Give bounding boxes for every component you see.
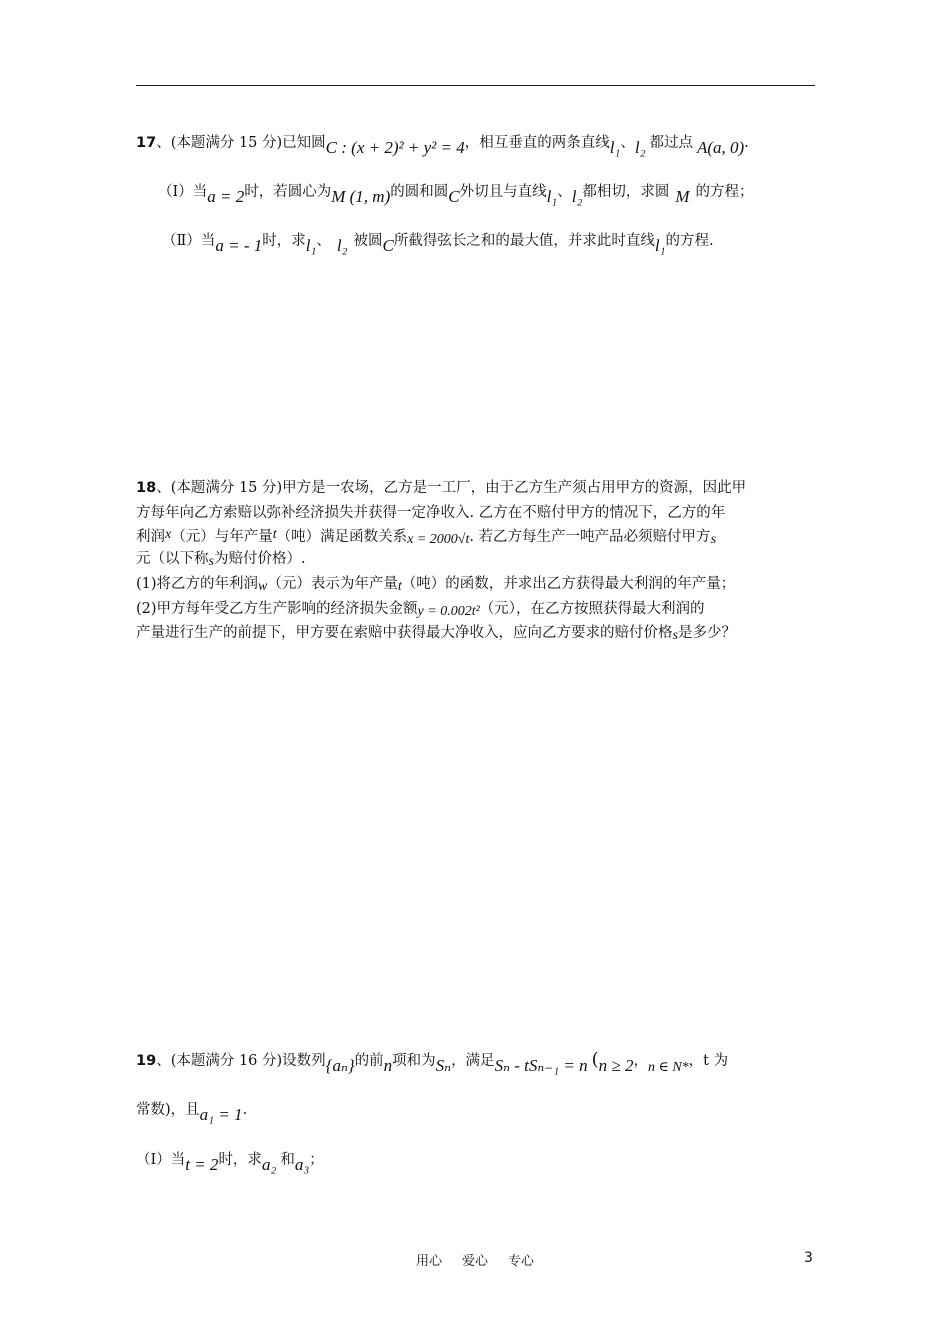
- q17-circle-m: M: [675, 187, 690, 206]
- footer-word-3: 专心: [508, 1254, 535, 1269]
- q17-tail: 都过点: [649, 135, 693, 151]
- q19-score: (本题满分 16 分): [170, 1053, 283, 1069]
- q18-line4-s: s: [208, 554, 214, 569]
- q19-comma: ，: [633, 1053, 648, 1069]
- q19-cond1: n ≥ 2: [598, 1056, 634, 1075]
- q18-line7-t1: 产量进行生产的前提下，甲方要在索赔中获得最大净收入，应向乙方要求的赔付价格: [136, 625, 673, 641]
- footer-word-1: 用心: [415, 1254, 442, 1269]
- q17-part2-t4: 的方程.: [665, 233, 714, 249]
- q18-text1: 甲方是一农场，乙方是一工厂，由于乙方生产须占用甲方的资源，因此甲: [282, 480, 747, 496]
- q19-recurrence: Sₙ - tSₙ₋₁ = n: [494, 1056, 588, 1075]
- q18-var-x: x: [165, 527, 172, 542]
- q18-profit-equation: x = 2000√t: [407, 532, 470, 547]
- q19-number: 19: [136, 1053, 157, 1069]
- q17-part1-label: （Ⅰ）当: [158, 184, 208, 200]
- q18-var-t: t: [272, 527, 277, 542]
- q17-line3: [162, 230, 714, 255]
- q18-line5-t1: (1)将乙方的年利润: [136, 576, 259, 592]
- q18-line4-t2: 为赔付价格）.: [213, 551, 306, 567]
- q17-part2-dun: 、: [316, 233, 331, 249]
- q19-part1-label: （Ⅰ）当: [136, 1152, 186, 1168]
- q17-part1-t1: 时，若圆心为: [244, 184, 332, 200]
- q18-line5-t: t: [397, 579, 402, 594]
- q17-line1: [136, 132, 749, 157]
- q18-line7-s: s: [672, 628, 678, 643]
- q17-line2: [158, 181, 754, 206]
- q19-part1-cond: t = 2: [185, 1155, 219, 1174]
- q18-line6-t1: (2)甲方每年受乙方生产影响的经济损失金额: [136, 601, 418, 617]
- q17-dun: 、: [620, 135, 635, 151]
- q17-part2-t3: 所截得弦长之和的最大值，并求此时直线: [393, 233, 655, 249]
- q19-sequence: {aₙ}: [325, 1056, 355, 1075]
- q17-part1-t3: 外切且与直线: [459, 184, 547, 200]
- q17-part2-l1: l₁: [305, 236, 317, 255]
- q18-line1: [136, 478, 746, 498]
- q19-sep: 、: [156, 1053, 171, 1069]
- q17-part2-t2: 被圆: [353, 233, 383, 249]
- q18-line2: [136, 503, 725, 523]
- q17-part1-dun: 、: [557, 184, 572, 200]
- q17-number: 17: [136, 135, 157, 151]
- header-rule: [136, 85, 815, 86]
- q17-part1-l1: l₁: [546, 187, 558, 206]
- q17-circle-equation: C : (x + 2)² + y² = 4: [325, 138, 465, 157]
- q17-score: (本题满分 15 分): [170, 135, 283, 151]
- q17-center-m: M (1, m): [331, 187, 391, 206]
- q17-circle-c: C: [448, 187, 460, 206]
- q17-mid: ，相互垂直的两条直线: [464, 135, 610, 151]
- footer-word-2: 爱心: [461, 1254, 488, 1269]
- q18-line6-t2: （元），在乙方按照获得最大利润的: [479, 601, 705, 617]
- q17-part1-t4: 都相切，求圆: [582, 184, 670, 200]
- q18-var-w: w: [258, 579, 268, 594]
- q18-line5-t3: （吨）的函数，并求出乙方获得最大利润的年产量；: [401, 576, 736, 592]
- q19-t1: 设数列: [282, 1053, 326, 1069]
- q19-line2-t1: 常数)，且: [136, 1102, 200, 1118]
- q17-part2-t1: 时，求: [262, 233, 306, 249]
- q17-part2-l2: l₂: [336, 236, 348, 255]
- q18-line3-t4: . 若乙方每生产一吨产品必须赔付甲方: [469, 529, 711, 545]
- q17-part1-t5: 的方程；: [695, 184, 754, 200]
- q18-line5: [136, 574, 735, 595]
- q17-part2-label: （Ⅱ）当: [162, 233, 216, 249]
- q18-line3: [136, 527, 716, 548]
- q18-line4: [136, 549, 306, 570]
- q18-line7: [136, 623, 736, 644]
- q18-line6: [136, 599, 705, 620]
- q19-cond2: n ∈ N*: [647, 1060, 689, 1075]
- q18-line3-t1: 利润: [136, 529, 165, 545]
- q18-line3-t2: （元）与年产量: [171, 529, 273, 545]
- q18-line4-t1: 元（以下称: [136, 551, 209, 567]
- q18-number: 18: [136, 480, 157, 496]
- q17-part2-l1b: l₁: [654, 236, 666, 255]
- q19-paren: (: [591, 1049, 599, 1070]
- q19-line1: [136, 1049, 729, 1075]
- q19-a2: a₂: [261, 1155, 277, 1174]
- q19-line3: [136, 1149, 324, 1174]
- q19-sn: Sₙ: [435, 1056, 452, 1075]
- q17-part1-t2: 的圆和圆: [390, 184, 449, 200]
- q19-t2: 的前: [354, 1053, 384, 1069]
- q18-sep: 、: [156, 480, 171, 496]
- q19-part1-end: ；: [309, 1152, 324, 1168]
- q17-part1-cond: a = 2: [207, 187, 245, 206]
- q19-initial: a₁ = 1: [199, 1105, 243, 1124]
- q17-l1: l₁: [609, 138, 621, 157]
- q17-point-a: A(a, 0): [696, 138, 745, 157]
- q18-loss-equation: y = 0.002t²: [417, 604, 480, 619]
- page-number: 3: [804, 1250, 813, 1266]
- q19-t5: ，t 为: [688, 1053, 729, 1069]
- q19-part1-and: 和: [280, 1152, 295, 1168]
- q19-part1-t1: 时，求: [218, 1152, 262, 1168]
- q19-a3: a₃: [294, 1155, 310, 1174]
- q19-t4: ，满足: [451, 1053, 495, 1069]
- q18-var-s: s: [710, 532, 717, 547]
- q17-part2-circle-c: C: [382, 236, 394, 255]
- q17-l2: l₂: [634, 138, 646, 157]
- q18-text2: 方每年向乙方索赔以弥补经济损失并获得一定净收入. 乙方在不赔付甲方的情况下，乙方的年: [136, 505, 726, 521]
- q17-end: .: [744, 135, 749, 151]
- q18-score: (本题满分 15 分): [170, 480, 283, 496]
- q17-part1-l2: l₂: [571, 187, 583, 206]
- q18-line7-t2: 是多少？: [677, 625, 736, 641]
- q18-line5-t2: （元）表示为年产量: [267, 576, 398, 592]
- q17-lead: 已知圆: [282, 135, 326, 151]
- q19-var-n: n: [383, 1056, 393, 1075]
- q19-t3: 项和为: [392, 1053, 436, 1069]
- q17-sep: 、: [156, 135, 171, 151]
- q17-part2-cond: a = - 1: [215, 236, 263, 255]
- q19-line2-end: .: [242, 1102, 248, 1118]
- q19-line2: [136, 1099, 248, 1124]
- q18-line3-t3: （吨）满足函数关系: [276, 529, 408, 545]
